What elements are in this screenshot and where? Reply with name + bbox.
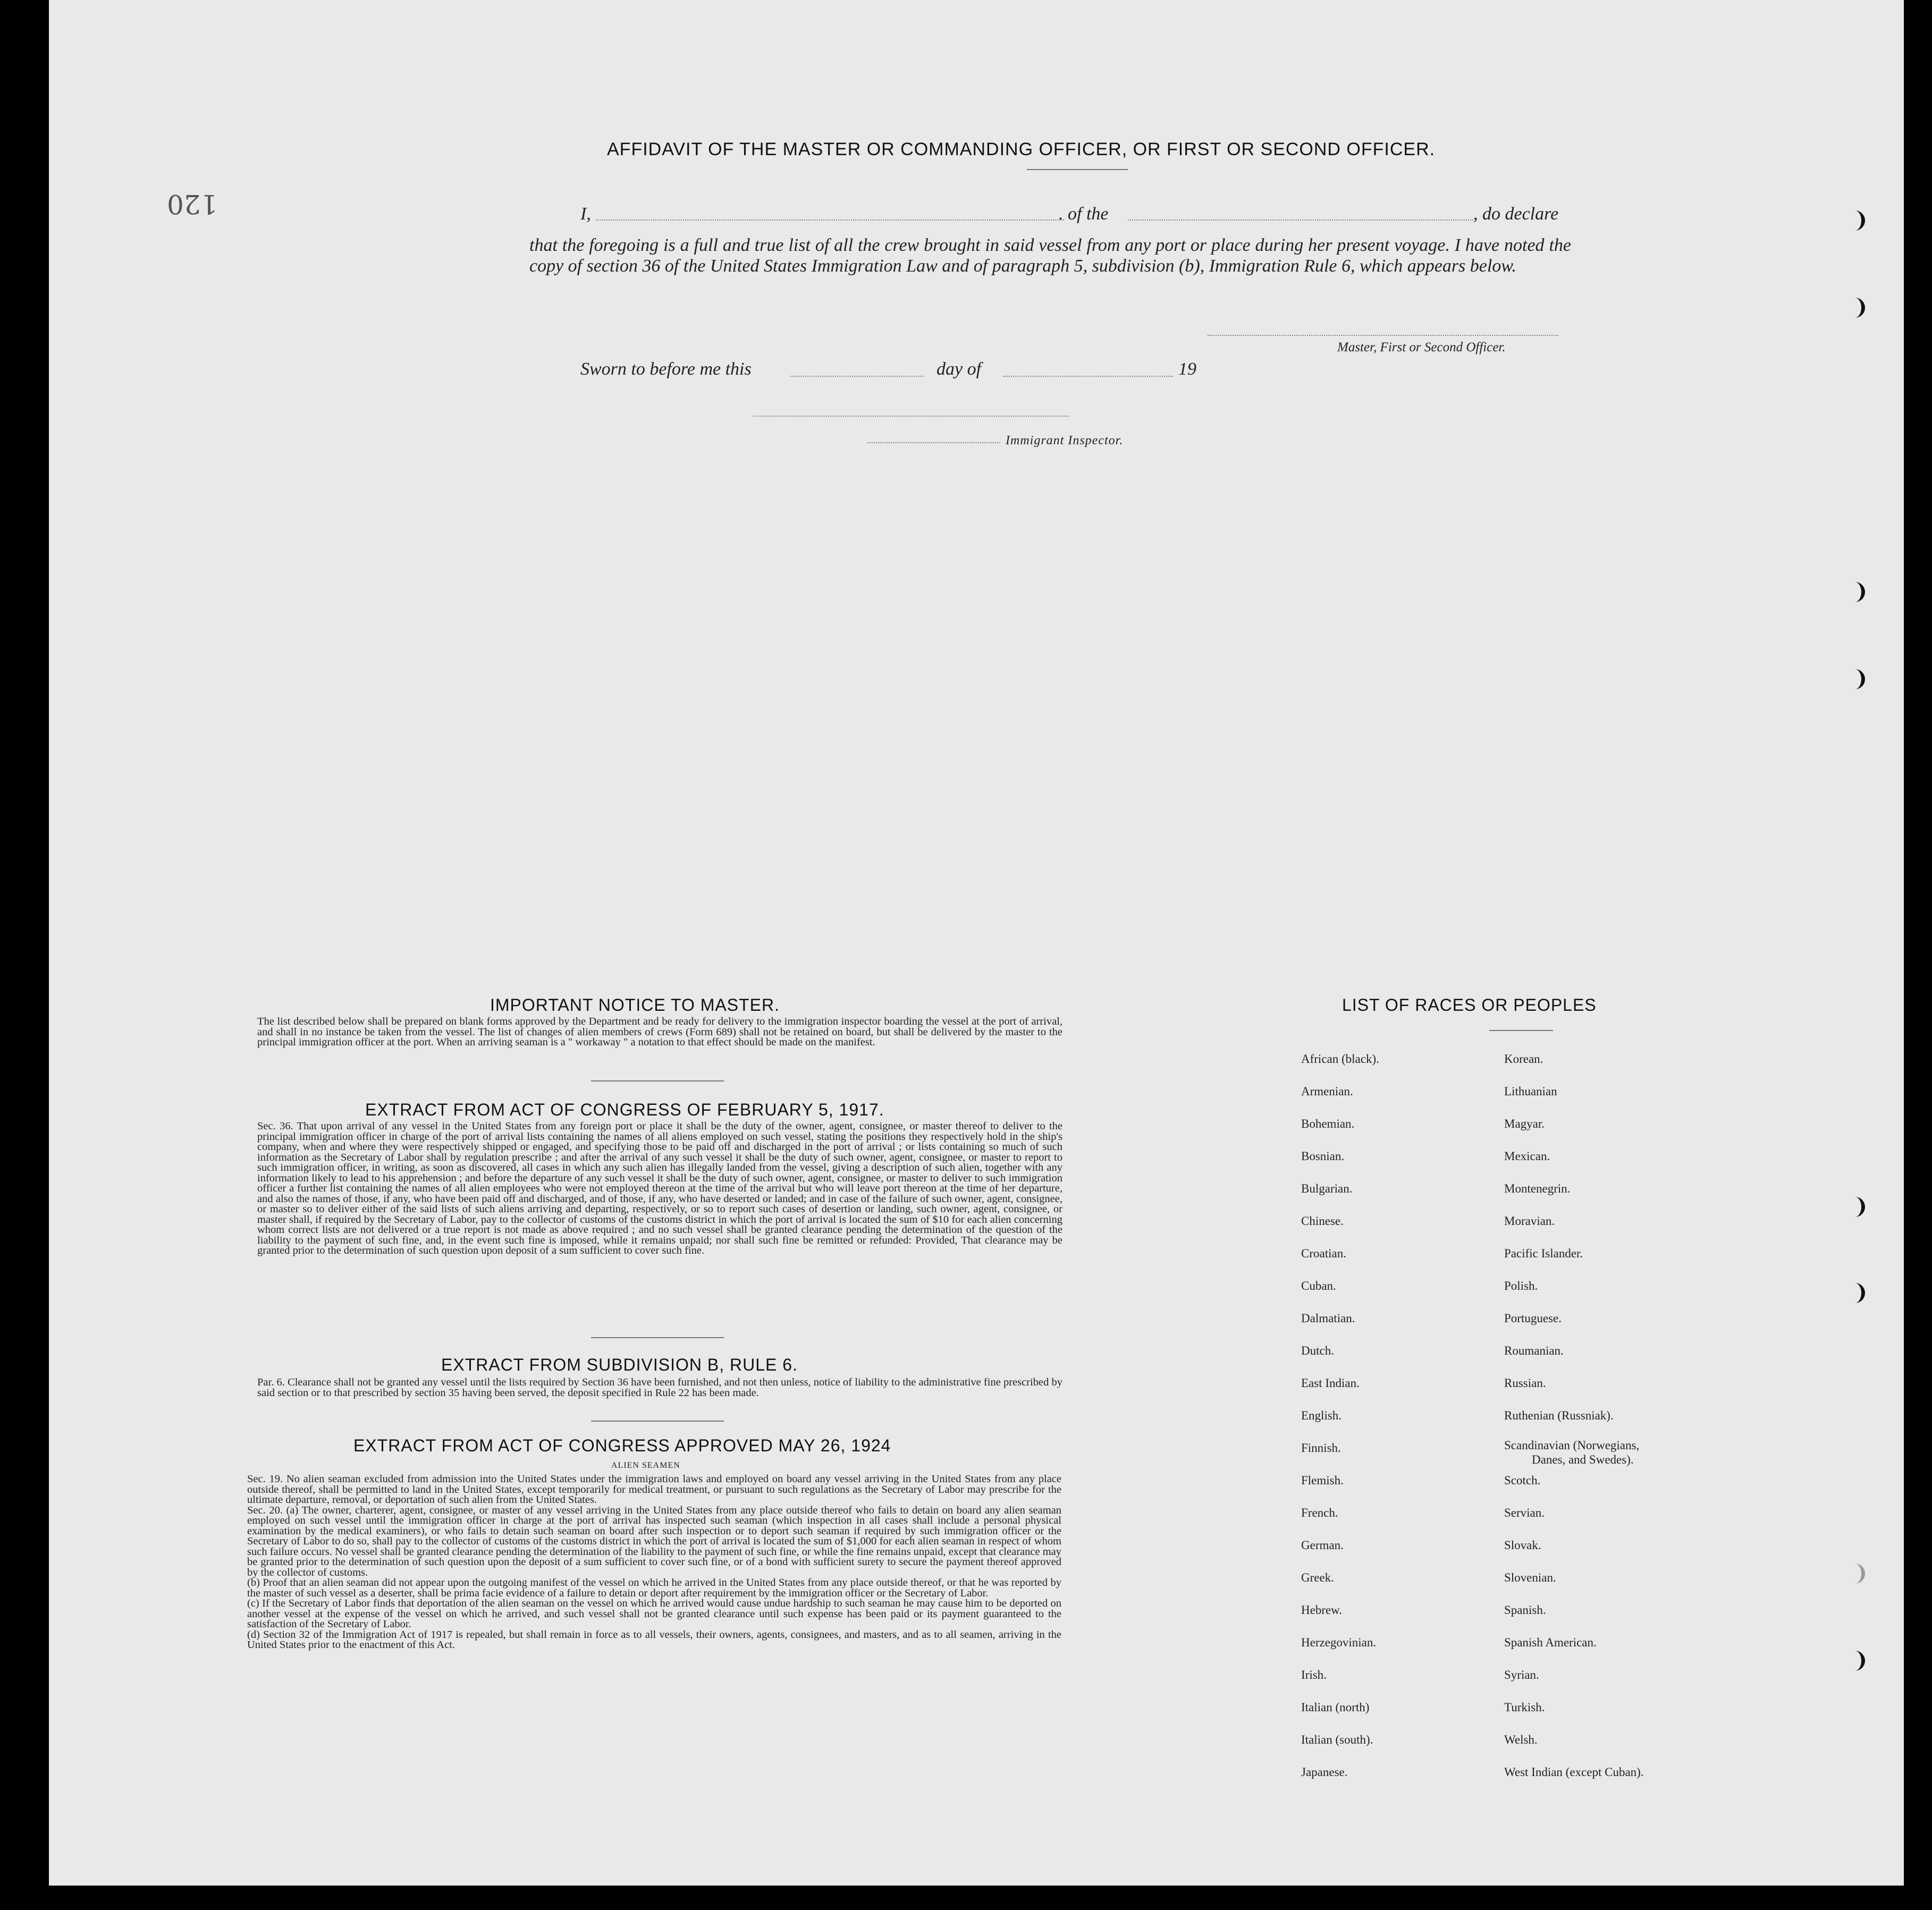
race-item: Finnish. [1301,1441,1341,1455]
race-item: African (black). [1301,1052,1379,1066]
extract-rule6-paragraph: Par. 6. Clearance shall not be granted any vessel until the lists required by Section 36 have been furnished, and not then unless, notice of liability to the administrative fine prescribed by said section or to that prescribed by section 35 having been served, the deposit specified in Rule 22 has been made. [257,1376,1062,1399]
binding-hole-icon [1854,1197,1865,1217]
race-item: Mexican. [1504,1150,1550,1163]
binding-hole-icon [1854,582,1865,602]
vessel-blank-line [1128,219,1473,221]
affidavit-title: AFFIDAVIT OF THE MASTER OR COMMANDING OFFICER, OR FIRST OR SECOND OFFICER. [607,139,1436,159]
race-item: Croatian. [1301,1247,1346,1260]
race-item: Welsh. [1504,1733,1538,1746]
race-item: Hebrew. [1301,1603,1343,1617]
race-item: Lithuanian [1504,1085,1557,1098]
affidavit-declaration: that the foregoing is a full and true list of all the crew brought in said vessel from any port or place during her present voyage. I have noted the copy of section 36 of the United States Immigration Law and of paragraph 5, subdivision (b), Immigration Rule 6, which appears below. [529,235,1571,276]
inspector-signature-line [867,442,1000,443]
race-item: East Indian. [1301,1376,1360,1390]
notice-paragraph: The list described below shall be prepared on blank forms approved by the Department and be ready for delivery to the immigration inspector boarding the vessel at the port of arrival, and shall in no instance be taken from the vessel. The list of changes of alien members of crews (Form 689) shall not be retained on board, but shall be delivered by the master to the principal immigration officer at the port. When an arriving seaman is a " workaway " a notation to that effect should be made on the manifest. [257,1016,1062,1048]
race-item: Dalmatian. [1301,1312,1355,1325]
race-item: Scotch. [1504,1474,1541,1487]
master-signature-line [1208,335,1558,336]
divider-2 [591,1337,724,1338]
extract-1917-body [257,1121,1062,1256]
master-signature-label: Master, First or Second Officer. [1337,340,1506,354]
extract-1924-sec20b: (b) Proof that an alien seaman did not appear upon the outgoing manifest of the vessel on which he arrived in the United States from any place outside thereof, or that he was reported by the master of such vessel as a deserter, shall be prima facie evidence of a failure to detain or deport after requirement by the immigration officer or the Secretary of Labor. [247,1577,1061,1599]
race-item: West Indian (except Cuban). [1504,1765,1644,1779]
affidavit-of-the: . of the [1059,204,1109,224]
race-item: Cuban. [1301,1279,1336,1292]
race-item: Pacific Islander. [1504,1247,1583,1260]
races-title-rule [1489,1030,1553,1031]
race-item: Magyar. [1504,1117,1545,1130]
race-item: Russian. [1504,1376,1546,1390]
binding-hole-icon [1854,669,1865,689]
notice-title: IMPORTANT NOTICE TO MASTER. [490,995,780,1015]
inspector-top-line [753,416,1069,417]
race-item: Servian. [1504,1506,1545,1519]
affidavit-do-declare: , do declare [1473,204,1559,224]
race-item: Japanese. [1301,1765,1348,1779]
extract-1924-sec19: Sec. 19. No alien seaman excluded from admission into the United States under the immigration laws and employed on board any vessel arriving in the United States from any place outside thereof, shall be permitted to land in the United States, except temporarily for medical treatment, or pursuant to such regulations as the Secretary of Labor may prescribe for the ultimate departure, removal, or deportation of such alien from the United States. [247,1473,1061,1506]
name-blank-line [596,219,1064,221]
race-item: Bulgarian. [1301,1182,1353,1195]
race-item: Flemish. [1301,1474,1344,1487]
extract-rule6-body [257,1377,1062,1398]
binding-hole-icon [1854,1283,1865,1303]
binding-hole-icon [1854,298,1865,318]
race-item: Bosnian. [1301,1150,1345,1163]
sworn-text: Sworn to before me this [580,359,752,379]
race-item: Dutch. [1301,1344,1334,1357]
race-item-continuation: Danes, and Swedes). [1532,1453,1634,1466]
race-item: Spanish. [1504,1603,1546,1617]
binding-hole-icon [1854,210,1865,231]
race-item: Spanish American. [1504,1636,1597,1649]
race-item: Turkish. [1504,1701,1545,1714]
extract-1924-title: EXTRACT FROM ACT OF CONGRESS APPROVED MAY 26, 1924 [353,1436,891,1455]
extract-1924-body [247,1474,1061,1651]
extract-1924-subtitle: ALIEN SEAMEN [611,1461,680,1470]
extract-1917-title: EXTRACT FROM ACT OF CONGRESS OF FEBRUARY 5, 1917. [365,1100,884,1119]
race-item: Italian (north) [1301,1701,1370,1714]
race-item: Polish. [1504,1279,1538,1292]
extract-1924-sec20a: Sec. 20. (a) The owner, charterer, agent, consignee, or master of any vessel arriving in the United States from any place outside thereof who fails to detain on board any alien seaman employed on such vessel until the immigration officer in charge at the port of arrival has inspected such seaman (which inspection in all cases shall include a personal physical examination by the medical examiners), or who fails to detain such seaman on board after such inspection or to deport such seaman if required by such immigration officer or the Secretary of Labor to do so, shall pay to the collector of customs of the customs district in which the port of arrival is located the sum of $1,000 for each alien seaman in respect of whom such failure occurs. No vessel shall be granted clearance pending the determination of the liability to the payment of such fine, or while the fine remains unpaid, except that clearance may be granted prior to the determination of such question upon the deposit of a sum sufficient to cover such fine, or of a bond with sufficient surety to secure the payment thereof approved by the collector of customs. [247,1504,1061,1578]
notice-body [257,1017,1062,1048]
race-item: Irish. [1301,1668,1327,1681]
race-item: Slovenian. [1504,1571,1556,1584]
race-item: Chinese. [1301,1214,1344,1228]
affidavit-i: I, [580,204,591,224]
race-item: Syrian. [1504,1668,1539,1681]
title-rule [1027,169,1128,170]
race-item: Armenian. [1301,1085,1353,1098]
extract-1924-sec20d: (d) Section 32 of the Immigration Act of 1917 is repealed, but shall remain in force as to all vessels, their owners, agents, consignees, and masters, and as to all seamen, arriving in the United States prior to the enactment of this Act. [247,1628,1061,1651]
race-item: Portuguese. [1504,1312,1562,1325]
race-item: Moravian. [1504,1214,1555,1228]
race-item: German. [1301,1539,1344,1552]
sworn-month-line [1003,376,1173,377]
race-item: Ruthenian (Russniak). [1504,1409,1614,1422]
race-item: Scandinavian (Norwegians, [1504,1439,1640,1452]
extract-1924-sec20c: (c) If the Secretary of Labor finds that deportation of the alien seaman on the vessel on which he arrived would cause undue hardship to such seaman he may cause him to be deported on another vessel at the expense of the vessel on which he arrived, and such vessel shall not be granted clearance until such expense has been paid or its payment guaranteed to the satisfaction of the Secretary of Labor. [247,1598,1061,1630]
race-item: French. [1301,1506,1338,1519]
binding-hole-icon [1854,1564,1865,1584]
race-item: Greek. [1301,1571,1334,1584]
race-item: English. [1301,1409,1342,1422]
extract-rule6-title: EXTRACT FROM SUBDIVISION B, RULE 6. [441,1355,798,1374]
race-item: Bohemian. [1301,1117,1355,1130]
binding-hole-icon [1854,1651,1865,1671]
race-item: Montenegrin. [1504,1182,1571,1195]
document-page [49,0,1904,1886]
sworn-day-of: day of [937,359,982,379]
divider-1 [591,1080,724,1081]
race-item: Korean. [1504,1052,1543,1066]
race-item: Italian (south). [1301,1733,1373,1746]
race-item: Roumanian. [1504,1344,1564,1357]
sworn-year: 19 [1178,359,1196,379]
extract-1917-paragraph: Sec. 36. That upon arrival of any vessel in the United States from any foreign port or place it shall be the duty of the owner, agent, consignee, or master thereof to deliver to the principal immigration officer in charge of the port of arrival lists containing the names of all aliens employed on such vessel, stating the positions they respectively hold in the ship's company, when and where they were respectively shipped or engaged, and specifying those to be paid off and discharged in the port of arrival ; or lists containing so much of such information as the Secretary of Labor shall by regulation prescribe ; and after the arrival of any such vessel it shall be the duty of such owner, agent, consignee, or master to report to such immigration officer, in writing, as soon as discovered, all cases in which any such alien has illegally landed from the vessel, giving a description of such alien, together with any information likely to lead to his apprehension ; and before the departure of any such vessel it shall be the duty of such owner, agent, consignee, or master to deliver to such immigration officer a further list containing the names of all alien employees who were not employed thereon at the time of the arrival but who will leave port thereon at the time of her departure, and also the names of those, if any, who have been paid off and discharged, and of those, if any, who have deserted or landed; and in case of the failure of such owner, agent, consignee, or master so to deliver either of the said lists of such aliens arriving and departing, respectively, or so to report such cases of desertion or landing, such owner, agent, consignee, or master shall, if required by the Secretary of Labor, pay to the collector of customs of the customs district in which the port of arrival is located the sum of $10 for each alien concerning whom correct lists are not delivered or a true report is not made as above required ; and no such vessel shall be granted clearance pending the determination of the question of the liability to the payment of such fine, and, in the event such fine is imposed, while it remains unpaid; nor shall such fine be remitted or refunded: Provided, That clearance may be granted prior to the determination of such question upon deposit of a sum sufficient to cover such fine. [257,1120,1062,1256]
margin-page-number: 120 [167,189,218,219]
race-item: Herzegovinian. [1301,1636,1377,1649]
race-item: Slovak. [1504,1539,1541,1552]
sworn-day-line [790,376,923,377]
inspector-label: Immigrant Inspector. [1006,434,1124,447]
divider-3 [591,1421,724,1422]
races-title: LIST OF RACES OR PEOPLES [1342,995,1597,1015]
